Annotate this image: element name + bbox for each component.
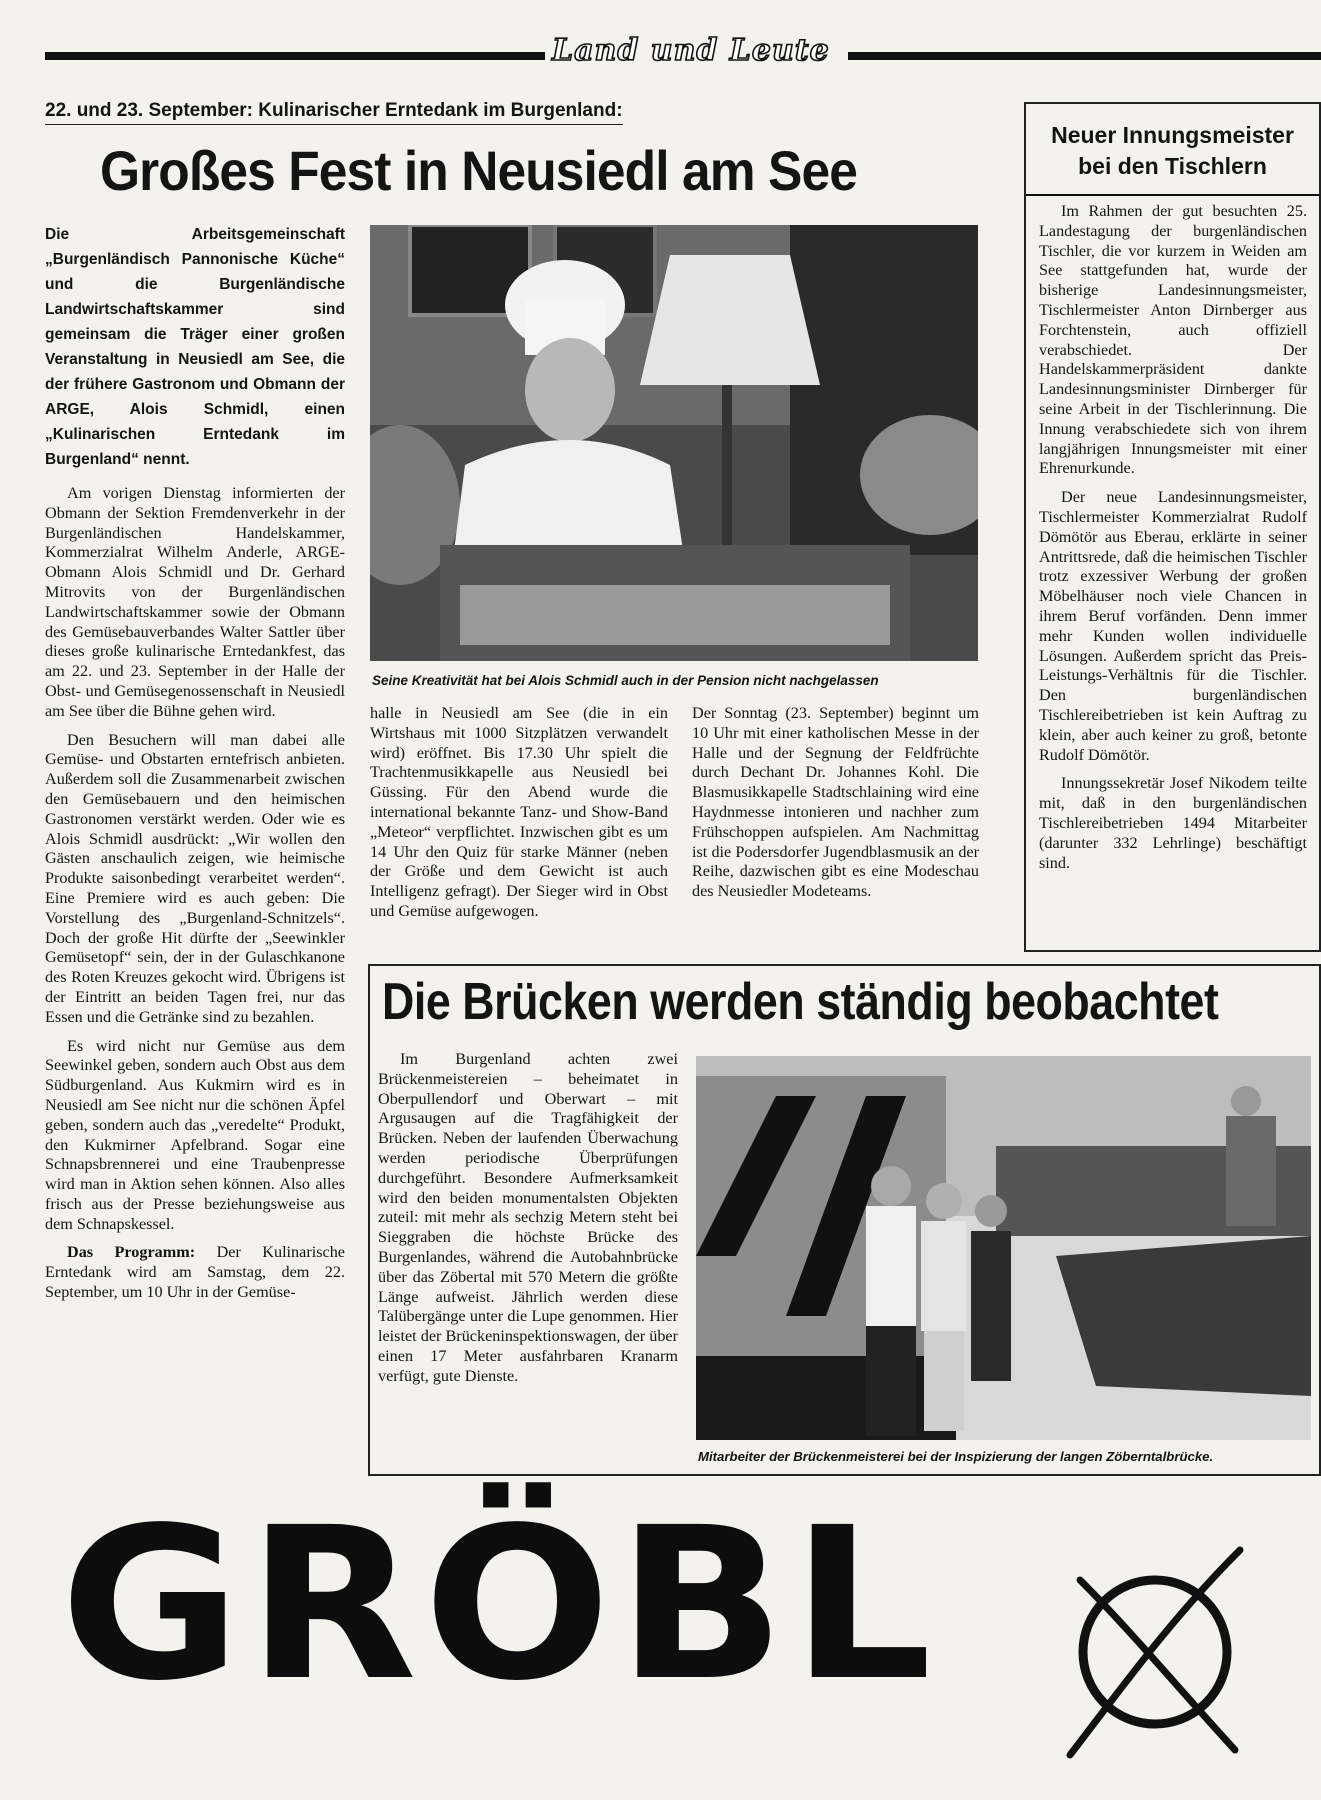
program-label: Das Programm: [67,1243,196,1262]
section-label: Land und Leute [552,33,830,68]
paragraph: Den Besuchern will man dabei alle Gemüse- und Obstarten erntefrisch anbieten. Außerdem soll die Zusammenarbeit zwischen den Gemüsebauern und den heimischen Gastronomen verstärkt werden. Oder wie es Alois Schmidl ausdrückt: „Wir wollen den Gästen anschaulich zeigen, wie heimische Produkte saisonbedingt verarbeitet werden“. Eine Premiere wird es auch geben: Die Vorstellung des „Burgenland-Schnitzels“. Doch der große Hit dürfte der „Seewinkler Gemüsetopf“ sein, der in der Gulaschkanone des Roten Kreuzes gekocht wird. Übrigens ist der Eintritt an beiden Tagen frei, nur das Essen und die Getränke sind zu bezahlen. [45,730,345,1026]
lead-paragraph: Die Arbeitsgemeinschaft „Burgenländisch Pannonische Küche“ und die Burgenländische Landwirtschaftskammer sind gemeinsam die Träger einer großen Veranstaltung in Neusiedl am See, die der frühere Gastronom und Obmann der ARGE, Alois Schmidl, einen „Kulinarischen Erntedank im Burgenland“ nennt. [45,226,345,468]
chef-photo-caption: Seine Kreativität hat bei Alois Schmidl auch in der Pension nicht nachgelassen [372,673,879,688]
paragraph: Innungssekretär Josef Nikodem teilte mit, daß in den burgenländischen Tischlereibetrieben 1494 Mitarbeiter (darunter 332 Lehrlinge) beschäftigt sind. [1039,774,1307,872]
advert-groebl: GRÖBL [60,1482,939,1727]
column-2: halle in Neusiedl am See (die in ein Wirtshaus mit 1000 Sitzplätzen verwandelt wird) eröffnet. Bis 17.30 Uhr spielt die Trachtenmusikkapelle aus Neusiedl bei Güssing. Für den Abend wurde die international bekannte Tanz- und Show-Band „Meteor“ verpflichtet. Inzwischen gibt es um 14 Uhr den Quiz für starke Männer (neben der Größe und dem Gewicht ist auch Intelligenz gefragt). Der Sieger wird in Obst und Gemüse aufgewogen. [370,704,668,920]
masthead-rule-right [848,52,1321,60]
masthead-rule-left [45,52,545,60]
headline: Großes Fest in Neusiedl am See [100,139,857,202]
paragraph: Im Rahmen der gut besuchten 25. Landestagung der burgenländischen Tischler, die vor kurzem in Weiden am See stattgefunden hat, wurde der bisherige Landesinnungsmeister, Tischlermeister Anton Dirnberger aus Forchtenstein, auch offiziell verabschiedet. Der Handelskammerpräsident dankte Landesinnungsminister Dirnberger für seine Arbeit in der Tischlerinnung. Die Innung verabschiedete sich von ihrem langjährigen Innungsmeister mit einer Ehrenurkunde. [1039,202,1307,478]
paragraph: Es wird nicht nur Gemüse aus dem Seewinkel geben, sondern auch Obst aus dem Südburgenland. Aus Kukmirn wird es in Neusiedl am See nicht nur die schönen Äpfel geben, sondern auch das „veredelte“ Produkt, den Kukmirner Apfelbrand. Sogar eine Schnapsbrennerei und eine Traubenpresse wird man in Aktion sehen können. Also alles frisch aus der Presse beziehungsweise aus dem Schnapskessel. [45,1036,345,1233]
column-3: Der Sonntag (23. September) beginnt um 10 Uhr mit einer katholischen Messe in der Halle und der Segnung der Feldfrüchte durch Dechant Dr. Johannes Kohl. Die Blasmusikkapelle Stadtschlaining wird eine Haydnmesse intonieren und nachher zum Frühschoppen aufspielen. Am Nachmittag ist die Podersdorfer Jugendblasmusik an der Reihe, dazwischen gibt es eine Modeschau des Neusiedler Modeteams. [692,704,979,901]
sidebar-title: Neuer Innungsmeister bei den Tischlern [1051,122,1294,179]
column-1 [45,484,345,1312]
paragraph [45,1243,345,1302]
bridge-article-box [368,964,1321,1476]
chef-photo [370,225,978,661]
chef-photo-illustration [370,225,978,661]
program-text: Der Kulinarische Erntedank wird am Samstag, dem 22. September, um 10 Uhr in der Gemüse- [45,1243,345,1302]
paragraph: Der neue Landesinnungsmeister, Tischlermeister Kommerzialrat Rudolf Dömötör aus Eberau, erklärte in seiner Antrittsrede, daß die heimischen Tischler trotz exzessiver Werbung der großen Möbelhäuser noch viele Chancen in ihrem Beruf vorfänden. Denn immer mehr Kunden wollen individuelle Lösungen. Außerdem spricht das Preis-Leistungs-Verhältnis für die Tischler. Den burgenländischen Tischlereibetrieben ist kein Auftrag zu klein, aber auch keiner zu groß, betonte Rudolf Dömötör. [1039,488,1307,764]
kicker: 22. und 23. September: Kulinarischer Erntedank im Burgenland: [45,100,623,125]
sidebar-box [1024,102,1321,952]
sidebar-body [1039,202,1307,882]
sidebar-title-rule [1026,194,1319,196]
paragraph: Im Burgenland achten zwei Brückenmeistereien – beheimatet in Oberpullendorf und Oberwart – mit Argusaugen auf die Tragfähigkeit der Brücken. Neben der laufenden Überwachung werden periodische Überprüfungen durchgeführt. Besondere Aufmerksamkeit wird den beiden monumentalsten Objekten zuteil: mit mehr als sechzig Metern steht bei Sieggraben die höchste Brücke des Burgenlandes, während die Autobahnbrücke über das Zöbertal mit 570 Metern die größte Länge aufweist. Jährlich werden diese Talübergänge unter die Lupe genommen. Hier leistet der Brückeninspektionswagen, der über einen 17 Meter ausfahrbaren Kranarm verfügt, gute Dienste. [378,1050,678,1385]
bridge-photo-illustration [696,1056,1311,1440]
bridge-body [378,1050,678,1396]
bridge-headline: Die Brücken werden ständig beobachtet [382,973,1219,1031]
ballot-cross-icon [1050,1540,1260,1765]
paragraph: Am vorigen Dienstag informierten der Obmann der Sektion Fremdenverkehr in der Burgenländischen Handelskammer, Kommerzialrat Wilhelm Anderle, ARGE-Obmann Alois Schmidl und Dr. Gerhard Mitrovits von der Burgenländischen Landwirtschaftskammer sowie der Obmann des Gemüsebauverbandes Walter Sattler über dieses große kulinarische Erntedankfest, das am 22. und 23. September in der Halle der Obst- und Gemüsegenossenschaft in Neusiedl am See über die Bühne gehen wird. [45,484,345,720]
bridge-photo [696,1056,1311,1440]
bridge-photo-caption: Mitarbeiter der Brückenmeisterei bei der Inspizierung der langen Zöberntalbrücke. [698,1449,1214,1464]
